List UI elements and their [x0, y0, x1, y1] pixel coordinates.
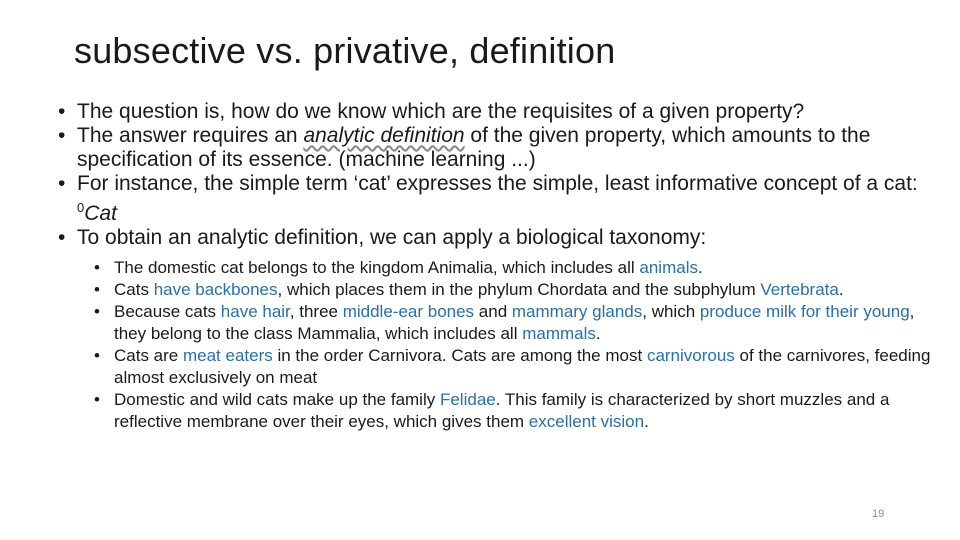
bullet-item — [58, 226, 938, 433]
sub-bullet-item — [94, 279, 938, 301]
highlighted-term: middle-ear bones — [342, 302, 475, 321]
slide-body — [58, 100, 938, 433]
highlighted-term: mammals — [522, 324, 596, 343]
sub-bullet-text: . — [838, 280, 844, 299]
bullet-text: The answer requires an — [77, 124, 304, 147]
sub-bullet-text: . — [644, 412, 649, 431]
bullet-item — [58, 124, 938, 172]
sub-bullet-text: Cats — [114, 280, 154, 299]
sub-bullet-text: , which — [642, 302, 700, 321]
slide-title: subsective vs. privative, definition — [74, 30, 616, 71]
sub-bullet-item — [94, 389, 938, 433]
sub-bullet-text: . — [697, 258, 703, 277]
bullet-item — [58, 100, 938, 124]
sub-bullet-text: Because cats — [114, 302, 221, 321]
highlighted-term: meat eaters — [182, 346, 273, 365]
highlighted-term: produce milk for their young — [699, 302, 910, 321]
sub-bullet-text: and — [474, 302, 512, 321]
bullet-text: The question is, how do we know which are the requisites of a given property? — [77, 100, 805, 123]
sub-bullet-text: of the carnivores, feeding almost exclusively on meat — [114, 346, 931, 387]
highlighted-term: mammary glands — [511, 302, 643, 321]
highlighted-term: animals — [639, 258, 698, 277]
bullet-text: of the given property, which amounts to the specification of its essence. (machine learning ...) — [77, 124, 871, 171]
highlighted-term: carnivorous — [646, 346, 735, 365]
highlighted-term: Vertebrata — [760, 280, 839, 299]
highlighted-term: Felidae — [439, 390, 496, 409]
highlighted-term: have backbones — [153, 280, 278, 299]
emphasized-term: Cat — [84, 202, 117, 225]
sub-bullet-item — [94, 301, 938, 345]
bullet-text: For instance, the simple term ‘cat’ expresses the simple, least informative concept of a cat: — [77, 172, 918, 195]
sub-bullet-text: , which places them in the phylum Chordata and the subphylum — [277, 280, 761, 299]
sub-bullet-item — [94, 257, 938, 279]
bullet-item — [58, 172, 938, 226]
sub-bullet-text: Cats are — [114, 346, 183, 365]
bullet-text: To obtain an analytic definition, we can apply a biological taxonomy: — [77, 226, 707, 249]
sub-bullet-list — [94, 257, 938, 433]
bullet-list — [58, 100, 938, 433]
sub-bullet-text: in the order Carnivora. Cats are among the most — [272, 346, 647, 365]
sub-bullet-text: The domestic cat belongs to the kingdom Animalia, which includes all — [114, 258, 640, 277]
sub-bullet-text: Domestic and wild cats make up the family — [114, 390, 440, 409]
emphasized-term: analytic definition — [303, 124, 465, 147]
sub-bullet-text: , they belong to the class Mammalia, which includes all — [114, 302, 915, 343]
superscript: 0 — [77, 200, 85, 215]
sub-bullet-text: . — [595, 324, 601, 343]
page-number: 19 — [872, 508, 885, 520]
sub-bullet-text: . This family is characterized by short muzzles and a reflective membrane over their eyes, which gives them — [114, 390, 890, 431]
highlighted-term: have hair — [220, 302, 290, 321]
highlighted-term: excellent vision — [528, 412, 645, 431]
sub-bullet-item — [94, 345, 938, 389]
sub-bullet-text: , three — [289, 302, 343, 321]
